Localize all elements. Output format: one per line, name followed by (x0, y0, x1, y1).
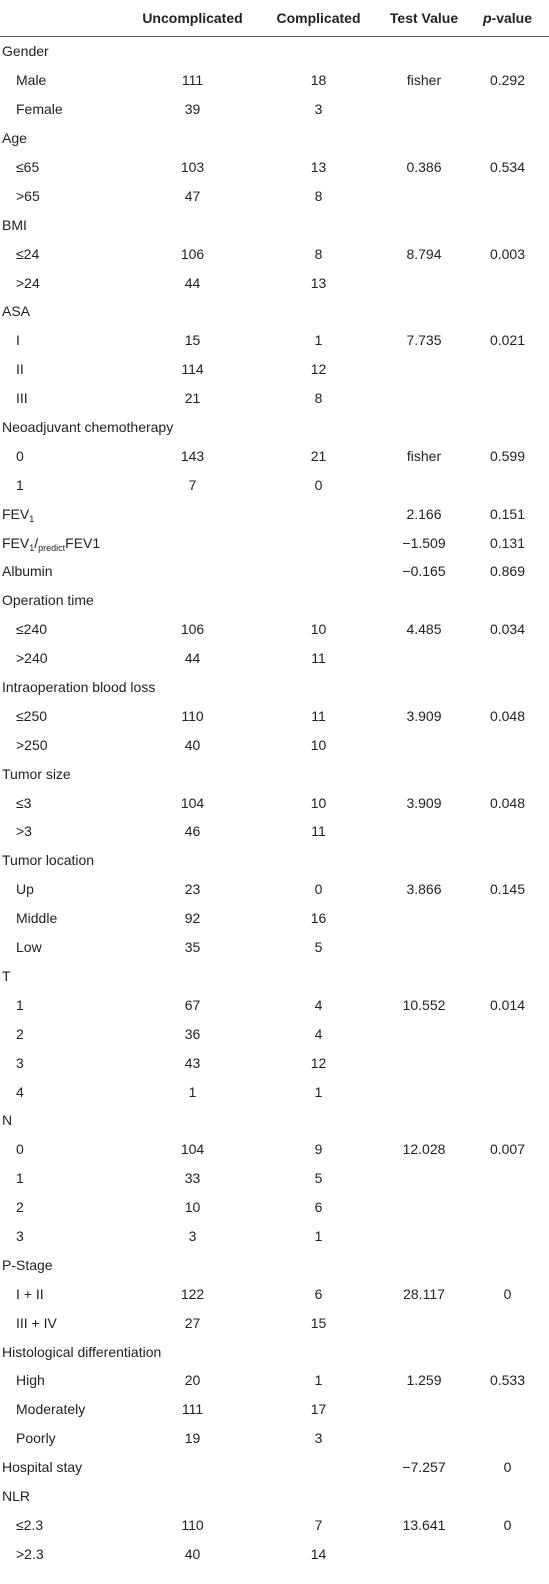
category-row (0, 1106, 549, 1135)
header-row (0, 0, 549, 37)
test-value-cell (382, 644, 466, 673)
complicated-cell: 3 (314, 1430, 323, 1447)
category-row (0, 759, 549, 788)
test-value-cell: 1.259 (406, 1372, 442, 1389)
test-value-cell: 3.866 (406, 881, 442, 898)
test-value-cell (382, 904, 466, 933)
test-value-cell (382, 1164, 466, 1193)
row-label: II (16, 361, 24, 378)
table-row (0, 701, 549, 730)
category-label: T (2, 967, 11, 984)
table-row (0, 326, 549, 355)
uncomplicated-cell: 10 (184, 1199, 201, 1216)
test-value-cell (382, 1077, 466, 1106)
table-row (0, 1366, 549, 1395)
row-label: 0 (16, 1141, 24, 1158)
uncomplicated-cell (130, 557, 255, 586)
p-value-cell: 0.003 (489, 245, 526, 262)
uncomplicated-cell: 111 (181, 72, 204, 89)
table-row (0, 1539, 549, 1568)
row-label: Albumin (2, 563, 53, 580)
complicated-cell: 15 (310, 1314, 327, 1331)
p-value-cell: 0 (503, 1285, 512, 1302)
category-row (0, 1250, 549, 1279)
p-value-cell (466, 1164, 549, 1193)
table-row (0, 557, 549, 586)
complicated-cell: 12 (310, 1054, 327, 1071)
p-value-cell: 0.292 (489, 72, 526, 89)
row-label: >3 (16, 823, 32, 840)
test-value-cell (382, 181, 466, 210)
category-row (0, 124, 549, 153)
row-label: Poorly (16, 1430, 56, 1447)
row-label: Moderately (16, 1401, 86, 1418)
test-value-cell: 13.641 (402, 1516, 446, 1533)
row-label: I + II (16, 1285, 44, 1302)
p-value-cell: 0.007 (489, 1141, 526, 1158)
uncomplicated-cell: 39 (184, 101, 201, 118)
category-label: Histological differentiation (2, 1343, 162, 1360)
test-value-cell: 3.909 (406, 707, 442, 724)
table-body (0, 37, 549, 1569)
test-value-cell: 12.028 (402, 1141, 446, 1158)
table-row (0, 644, 549, 673)
table-row (0, 528, 549, 557)
complicated-cell: 11 (311, 823, 326, 840)
p-value-cell (466, 1308, 549, 1337)
uncomplicated-cell (130, 1453, 255, 1482)
complicated-cell: 6 (314, 1285, 323, 1302)
table-row (0, 1164, 549, 1193)
uncomplicated-cell: 44 (184, 650, 201, 667)
table-header (0, 0, 549, 37)
complicated-cell: 10 (310, 794, 327, 811)
category-row (0, 210, 549, 239)
category-label: Tumor size (2, 765, 71, 782)
row-label: ≤65 (16, 159, 40, 175)
uncomplicated-cell (130, 528, 255, 557)
complicated-cell: 0 (314, 476, 323, 493)
uncomplicated-cell: 111 (181, 1401, 204, 1418)
row-label: 3 (16, 1227, 24, 1244)
complicated-cell: 14 (310, 1545, 327, 1562)
category-row (0, 586, 549, 615)
test-value-cell (382, 470, 466, 499)
category-label: BMI (2, 216, 27, 233)
uncomplicated-cell: 46 (184, 823, 201, 840)
test-value-cell: 8.794 (406, 245, 442, 262)
category-label: Age (2, 130, 27, 147)
complicated-cell (255, 1453, 382, 1482)
p-value-cell (466, 904, 549, 933)
complicated-cell (255, 499, 382, 528)
p-value-cell (466, 1193, 549, 1222)
header-p-rest: -value (491, 10, 533, 26)
p-value-cell (466, 1395, 549, 1424)
category-row (0, 962, 549, 991)
header-p-value (466, 0, 549, 37)
uncomplicated-cell: 40 (184, 1545, 201, 1562)
row-label: 4 (16, 1083, 24, 1100)
row-label: ≤3 (16, 794, 32, 811)
complicated-cell: 13 (310, 274, 327, 291)
test-value-cell (382, 95, 466, 124)
header-complicated: Complicated (255, 0, 382, 37)
table-row (0, 990, 549, 1019)
header-uncomplicated: Uncomplicated (130, 0, 255, 37)
header-test-value: Test Value (382, 0, 466, 37)
test-value-cell: fisher (406, 72, 442, 89)
test-value-cell: 10.552 (402, 996, 446, 1013)
header-p-italic: p (482, 10, 492, 26)
row-label: Up (16, 881, 34, 898)
table-row (0, 933, 549, 962)
complicated-cell (255, 528, 382, 557)
row-label: Hospital stay (2, 1459, 83, 1476)
complicated-cell: 11 (311, 650, 326, 667)
row-label: $FEV_1/_{predict}FEV1$ (2, 534, 101, 553)
uncomplicated-cell: 143 (180, 447, 205, 464)
test-value-cell: 0.386 (406, 159, 442, 175)
category-row (0, 1482, 549, 1511)
complicated-cell: 12 (310, 361, 327, 378)
row-label: >2.3 (16, 1545, 44, 1562)
uncomplicated-cell: 19 (184, 1430, 201, 1447)
complicated-cell: 9 (314, 1141, 323, 1158)
table-row (0, 181, 549, 210)
category-label: Gender (2, 43, 49, 60)
row-label: III (16, 390, 28, 407)
uncomplicated-cell: 110 (181, 1516, 204, 1533)
p-value-cell: 0.599 (489, 447, 526, 464)
uncomplicated-cell: 44 (184, 274, 201, 291)
p-value-cell (466, 355, 549, 384)
table-row (0, 1279, 549, 1308)
uncomplicated-cell: 104 (180, 1141, 205, 1158)
row-label: Middle (16, 910, 58, 927)
complicated-cell: 11 (311, 707, 326, 724)
row-label: $FEV_1$ (2, 505, 35, 524)
category-row (0, 297, 549, 326)
test-value-cell (382, 1424, 466, 1453)
table-row (0, 441, 549, 470)
p-value-cell: 0.034 (489, 621, 526, 638)
row-label: >24 (16, 274, 40, 291)
uncomplicated-cell: 106 (180, 621, 205, 638)
table-row (0, 239, 549, 268)
p-value-cell (466, 933, 549, 962)
table-row (0, 1019, 549, 1048)
p-value-cell (466, 1424, 549, 1453)
test-value-cell (382, 384, 466, 413)
complicated-cell: 16 (310, 910, 327, 927)
complicated-cell: 4 (314, 996, 323, 1013)
uncomplicated-cell: 21 (184, 390, 201, 407)
row-label: 3 (16, 1054, 24, 1071)
complicated-cell: 0 (314, 881, 323, 898)
test-value-cell (382, 1539, 466, 1568)
uncomplicated-cell: 103 (180, 159, 205, 175)
uncomplicated-cell: 20 (184, 1372, 201, 1389)
table-row (0, 95, 549, 124)
uncomplicated-cell: 114 (181, 361, 204, 378)
complicated-cell: 13 (310, 159, 327, 175)
table-row (0, 1048, 549, 1077)
table-row (0, 817, 549, 846)
row-label: I (16, 332, 20, 349)
table-row (0, 904, 549, 933)
complicated-cell: 4 (314, 1025, 323, 1042)
table-row (0, 499, 549, 528)
table-row (0, 1193, 549, 1222)
p-value-cell (466, 384, 549, 413)
p-value-cell: 0 (503, 1516, 512, 1533)
test-value-cell (382, 1048, 466, 1077)
category-label: Neoadjuvant chemotherapy (2, 419, 174, 436)
table-row (0, 1510, 549, 1539)
test-value-cell (382, 355, 466, 384)
complicated-cell: 7 (314, 1516, 323, 1533)
uncomplicated-cell: 7 (188, 476, 197, 493)
table-row (0, 1077, 549, 1106)
test-value-cell: −0.165 (402, 563, 446, 580)
row-label: 1 (16, 996, 24, 1013)
category-label: ASA (2, 303, 31, 320)
complicated-cell: 3 (314, 101, 323, 118)
uncomplicated-cell: 106 (180, 245, 205, 262)
test-value-cell (382, 268, 466, 297)
row-label: 1 (16, 1170, 24, 1187)
p-value-cell: 0.151 (489, 505, 526, 522)
uncomplicated-cell: 110 (181, 707, 204, 724)
table-row (0, 1308, 549, 1337)
complicated-cell: 21 (310, 447, 327, 464)
test-value-cell: −7.257 (402, 1459, 446, 1476)
p-value-cell: 0 (503, 1459, 512, 1476)
complicated-cell: 8 (314, 390, 323, 407)
complicated-cell: 5 (314, 1170, 323, 1187)
category-label: Tumor location (2, 852, 95, 869)
category-row (0, 846, 549, 875)
p-value-cell (466, 817, 549, 846)
p-value-cell: 0.534 (489, 159, 526, 175)
p-value-cell: 0.014 (489, 996, 526, 1013)
test-value-cell: 28.117 (403, 1285, 445, 1302)
test-value-cell (382, 1193, 466, 1222)
test-value-cell (382, 933, 466, 962)
table-row (0, 1424, 549, 1453)
complicated-cell: 18 (310, 72, 327, 89)
category-row (0, 1337, 549, 1366)
row-label: >240 (16, 650, 48, 667)
test-value-cell: 7.735 (406, 332, 442, 349)
table-row (0, 66, 549, 95)
uncomplicated-cell: 122 (180, 1285, 205, 1302)
uncomplicated-cell: 1 (188, 1083, 197, 1100)
p-value-cell: 0.048 (489, 794, 526, 811)
table-row (0, 1222, 549, 1251)
p-value-cell (466, 470, 549, 499)
category-label: P-Stage (2, 1256, 53, 1273)
row-label: ≤250 (16, 707, 48, 724)
category-row (0, 413, 549, 442)
complicated-cell: 8 (314, 245, 323, 262)
header-variable (0, 0, 130, 37)
row-label: >250 (16, 736, 48, 753)
test-value-cell (382, 1308, 466, 1337)
category-row (0, 673, 549, 702)
uncomplicated-cell (130, 499, 255, 528)
test-value-cell (382, 1222, 466, 1251)
table-row (0, 788, 549, 817)
p-value-cell: 0.869 (489, 563, 526, 580)
uncomplicated-cell: 104 (180, 794, 205, 811)
test-value-cell: −1.509 (402, 534, 446, 551)
category-row (0, 37, 549, 66)
p-value-cell (466, 730, 549, 759)
table-row (0, 355, 549, 384)
row-label: High (16, 1372, 45, 1389)
p-value-cell: 0.021 (489, 332, 526, 349)
test-value-cell (382, 730, 466, 759)
table-row (0, 1135, 549, 1164)
p-value-cell: 0.131 (489, 534, 526, 551)
row-label: Female (16, 101, 63, 118)
p-value-cell (466, 644, 549, 673)
p-value-cell: 0.533 (489, 1372, 526, 1389)
p-value-cell (466, 1048, 549, 1077)
complicated-cell: 17 (310, 1401, 327, 1418)
row-label: Low (16, 939, 42, 956)
table-row (0, 384, 549, 413)
p-value-cell (466, 1539, 549, 1568)
complicated-cell: 1 (314, 1372, 323, 1389)
category-label: N (2, 1112, 13, 1129)
table-row (0, 153, 549, 182)
row-label: Male (16, 72, 47, 89)
complicated-cell: 1 (314, 332, 323, 349)
p-value-cell (466, 268, 549, 297)
row-label: ≤24 (16, 245, 40, 262)
table-row (0, 268, 549, 297)
uncomplicated-cell: 15 (184, 332, 201, 349)
uncomplicated-cell: 47 (184, 187, 201, 204)
table-row (0, 470, 549, 499)
uncomplicated-cell: 43 (184, 1054, 201, 1071)
p-value-cell (466, 1077, 549, 1106)
p-value-cell: 0.048 (489, 707, 526, 724)
complicated-cell: 8 (314, 187, 323, 204)
complicated-cell: 6 (314, 1199, 323, 1216)
complicated-cell: 10 (310, 621, 327, 638)
uncomplicated-cell: 33 (184, 1170, 201, 1187)
table-row (0, 615, 549, 644)
p-value-cell (466, 1222, 549, 1251)
row-label: ≤240 (16, 621, 48, 638)
table-row (0, 730, 549, 759)
test-value-cell: 3.909 (406, 794, 442, 811)
uncomplicated-cell: 35 (184, 939, 201, 956)
p-value-cell (466, 95, 549, 124)
complicated-cell: 10 (310, 736, 327, 753)
complicated-cell: 1 (314, 1083, 323, 1100)
uncomplicated-cell: 23 (184, 881, 201, 898)
p-value-cell: 0.145 (489, 881, 526, 898)
test-value-cell: fisher (406, 447, 442, 464)
test-value-cell (382, 1019, 466, 1048)
table-row (0, 875, 549, 904)
row-label: 0 (16, 447, 24, 464)
complicated-cell (255, 557, 382, 586)
test-value-cell: 2.166 (406, 505, 442, 522)
uncomplicated-cell: 92 (184, 910, 201, 927)
table-row (0, 1395, 549, 1424)
category-label: Intraoperation blood loss (2, 679, 156, 696)
complicated-cell: 1 (314, 1227, 323, 1244)
uncomplicated-cell: 27 (184, 1314, 201, 1331)
complicated-cell: 5 (314, 939, 323, 956)
row-label: >65 (16, 187, 40, 204)
table-row (0, 1453, 549, 1482)
uncomplicated-cell: 36 (184, 1025, 201, 1042)
p-value-cell (466, 181, 549, 210)
test-value-cell: 4.485 (406, 621, 442, 638)
test-value-cell (382, 1395, 466, 1424)
row-label: ≤2.3 (16, 1516, 44, 1533)
category-label: Operation time (2, 592, 94, 609)
test-value-cell (382, 817, 466, 846)
uncomplicated-cell: 40 (184, 736, 201, 753)
category-label: NLR (2, 1487, 31, 1504)
row-label: 2 (16, 1199, 24, 1216)
row-label: 1 (16, 476, 24, 493)
uncomplicated-cell: 67 (184, 996, 201, 1013)
row-label: 2 (16, 1025, 24, 1042)
uncomplicated-cell: 3 (188, 1227, 197, 1244)
p-value-cell (466, 1019, 549, 1048)
row-label: III + IV (16, 1314, 57, 1331)
